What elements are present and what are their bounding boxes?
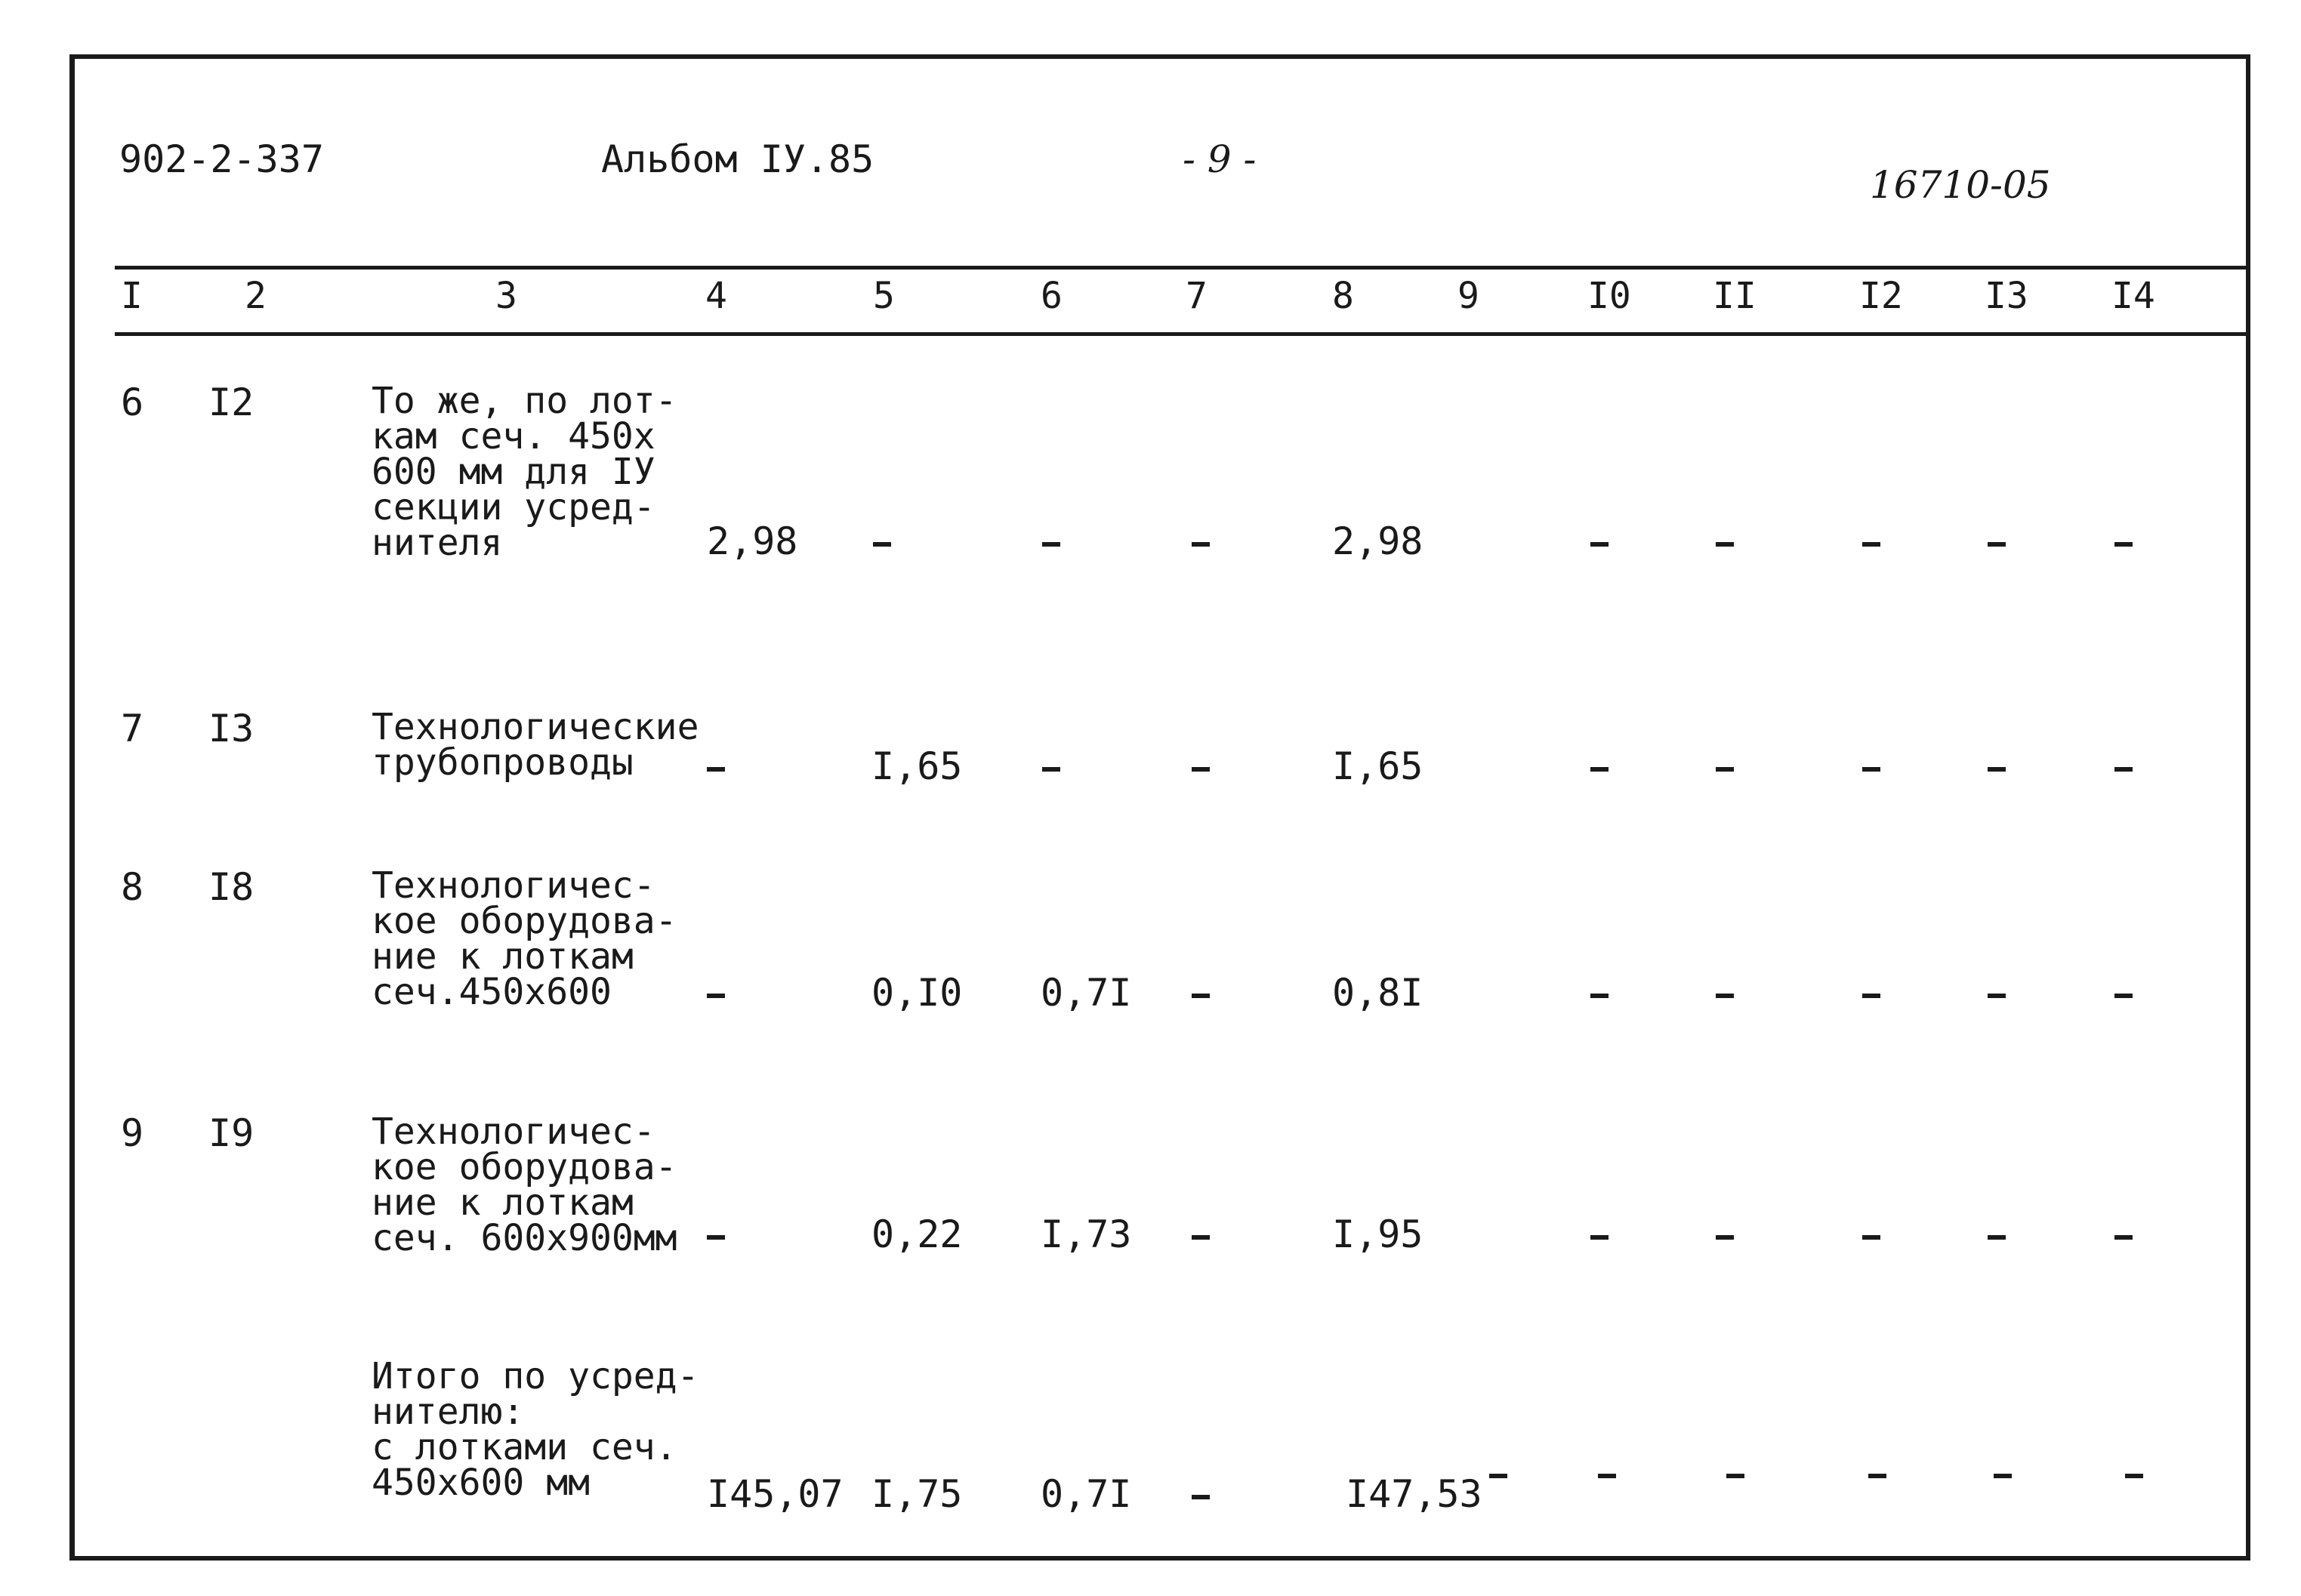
dash-cell xyxy=(1988,1235,2006,1240)
document-number: 902-2-337 xyxy=(119,137,324,181)
page-number: - 9 - xyxy=(1183,137,1257,181)
row-code: I3 xyxy=(208,707,254,750)
dash-cell xyxy=(1192,1235,1210,1240)
document-frame xyxy=(69,54,2250,1561)
row-description: Технологичес- кое оборудова- ние к лоткам сеч. 600х900мм xyxy=(372,1111,677,1260)
value-cell: 0,7I xyxy=(1041,1472,1132,1516)
dash-cell xyxy=(2114,1235,2133,1240)
dash-cell xyxy=(1868,1474,1886,1478)
column-number-7: 7 xyxy=(1186,275,1208,317)
dash-cell xyxy=(1590,767,1609,772)
dash-cell xyxy=(1988,767,2006,772)
dash-cell xyxy=(1716,767,1734,772)
value-cell: I,65 xyxy=(871,744,963,788)
value-cell: 2,98 xyxy=(707,519,798,563)
row-code: I8 xyxy=(208,865,254,909)
dash-cell xyxy=(1590,542,1609,547)
value-cell: I,75 xyxy=(871,1472,963,1516)
dash-cell xyxy=(1988,994,2006,998)
row-number: 8 xyxy=(121,865,144,909)
row-code: I2 xyxy=(208,381,254,424)
header-bottom-rule xyxy=(115,332,2247,336)
value-cell: 0,8I xyxy=(1332,971,1423,1015)
dash-cell xyxy=(1994,1474,2012,1478)
column-number-8: 8 xyxy=(1332,275,1354,317)
row-description: Технологичес- кое оборудова- ние к лоткам сеч.450х600 xyxy=(372,864,677,1014)
value-cell: I,65 xyxy=(1332,744,1423,788)
dash-cell xyxy=(2114,542,2133,547)
row-code: I9 xyxy=(208,1111,254,1155)
dash-cell xyxy=(1042,767,1060,772)
column-number-14: I4 xyxy=(2111,275,2155,317)
column-number-12: I2 xyxy=(1859,275,1903,317)
value-cell: I47,53 xyxy=(1346,1472,1482,1516)
dash-cell xyxy=(1598,1474,1616,1478)
column-number-1: I xyxy=(121,275,143,317)
dash-cell xyxy=(1192,994,1210,998)
value-cell: I,95 xyxy=(1332,1212,1423,1256)
dash-cell xyxy=(1042,542,1060,547)
dash-cell xyxy=(1716,542,1734,547)
dash-cell xyxy=(1590,1235,1609,1240)
row-number: 7 xyxy=(121,707,144,750)
dash-cell xyxy=(707,767,725,772)
column-number-11: II xyxy=(1713,275,1757,317)
dash-cell xyxy=(2125,1474,2143,1478)
table-top-rule xyxy=(115,266,2247,270)
dash-cell xyxy=(1726,1474,1744,1478)
row-description: Итого по усред- нителю: с лотками сеч. 450х600 мм xyxy=(372,1355,699,1505)
column-number-3: 3 xyxy=(495,275,517,317)
column-number-5: 5 xyxy=(873,275,895,317)
dash-cell xyxy=(1192,1495,1210,1499)
dash-cell xyxy=(1862,542,1880,547)
column-number-4: 4 xyxy=(705,275,727,317)
dash-cell xyxy=(1716,994,1734,998)
dash-cell xyxy=(1716,1235,1734,1240)
handwritten-stamp-number: 16710-05 xyxy=(1870,163,2051,207)
dash-cell xyxy=(707,994,725,998)
dash-cell xyxy=(2114,767,2133,772)
dash-cell xyxy=(2114,994,2133,998)
value-cell: I,73 xyxy=(1041,1212,1132,1256)
row-number: 9 xyxy=(121,1111,144,1155)
dash-cell xyxy=(1192,767,1210,772)
value-cell: I45,07 xyxy=(707,1472,844,1516)
row-description: Технологические трубопроводы xyxy=(372,706,699,784)
row-number: 6 xyxy=(121,381,144,424)
row-description: То же, по лот- кам сеч. 450х 600 мм для IУ секции усред- нителя xyxy=(372,380,677,565)
value-cell: 0,7I xyxy=(1041,971,1132,1015)
dash-cell xyxy=(1862,767,1880,772)
dash-cell xyxy=(1489,1474,1507,1478)
value-cell: 0,I0 xyxy=(871,971,963,1015)
dash-cell xyxy=(1192,542,1210,547)
column-number-2: 2 xyxy=(245,275,267,317)
column-number-13: I3 xyxy=(1985,275,2028,317)
album-title: Альбом IУ.85 xyxy=(601,137,874,181)
dash-cell xyxy=(873,542,891,547)
dash-cell xyxy=(707,1235,725,1240)
value-cell: 0,22 xyxy=(871,1212,963,1256)
dash-cell xyxy=(1988,542,2006,547)
column-number-6: 6 xyxy=(1041,275,1063,317)
dash-cell xyxy=(1590,994,1609,998)
value-cell: 2,98 xyxy=(1332,519,1423,563)
dash-cell xyxy=(1862,994,1880,998)
column-number-10: I0 xyxy=(1587,275,1631,317)
column-number-9: 9 xyxy=(1457,275,1479,317)
dash-cell xyxy=(1862,1235,1880,1240)
